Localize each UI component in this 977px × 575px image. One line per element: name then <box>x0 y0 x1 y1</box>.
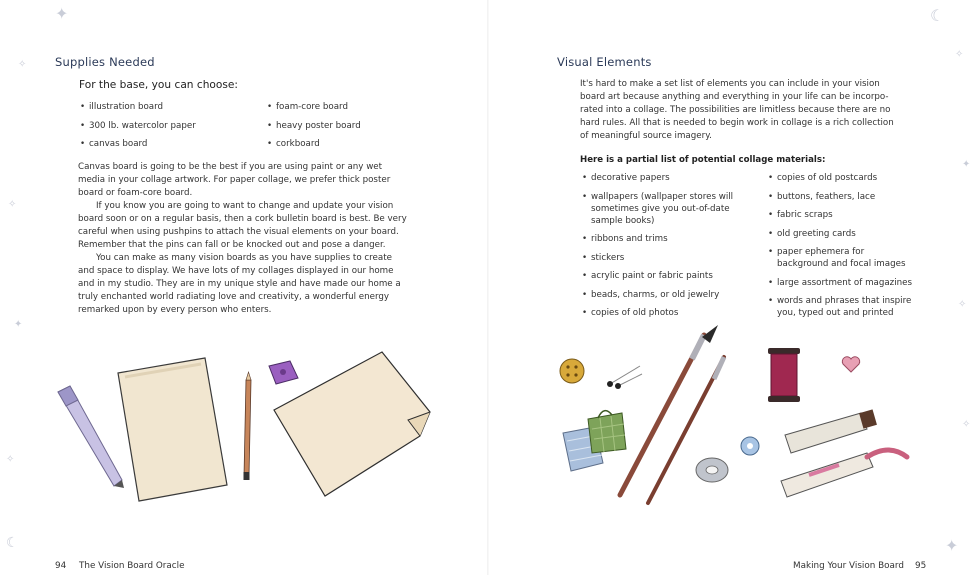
list-item: • fabric scraps <box>768 209 918 221</box>
paragraph-corkboard: If you know you are going to want to change and update your vision board soon or on a regular basis, then a cork bulletin board is best. Be very careful when using pushpins to attach the visual elements on your board. Remember that the pins can fall or be knocked out and pose a danger. <box>78 201 407 250</box>
list-item: • corkboard <box>267 138 427 150</box>
running-title-left: The Vision Board Oracle <box>79 561 185 571</box>
paragraph-canvas: Canvas board is going to be the best if you are using paint or any wet media in your collage artwork. For paper collage, we prefer thick poster board or foam-core board. <box>78 162 391 198</box>
list-item: • canvas board <box>80 138 260 150</box>
section-title-visual: Visual Elements <box>557 55 652 69</box>
ribbon-roll-icon <box>694 455 734 485</box>
list-item: • ribbons and trims <box>582 233 742 245</box>
intro-paragraph: It's hard to make a set list of elements you can include in your vision board art because anything and everything in your life can be incorpo-rated into a collage. The possibilities are limitless because there are no hard rules. All that is needed to begin work in collage is a rich collection of meaningful source imagery. <box>580 79 894 141</box>
button-icon <box>558 357 586 385</box>
moon-icon: ☾ <box>930 6 945 25</box>
list-item: • buttons, feathers, lace <box>768 191 918 203</box>
sparkle-icon: ✧ <box>962 419 971 430</box>
list-item: • copies of old photos <box>582 307 742 319</box>
list-item: • heavy poster board <box>267 120 427 132</box>
curled-paper-icon <box>270 348 435 503</box>
sparkle-icon: ✦ <box>55 4 69 23</box>
page-number-right: 95 <box>915 561 927 571</box>
base-list-col1 <box>80 101 260 157</box>
list-item: • old greeting cards <box>768 228 918 240</box>
sparkle-icon: ✦ <box>945 536 959 555</box>
list-item: • wallpapers (wallpaper stores will sometimes give you out-of-date sample books) <box>582 191 742 227</box>
list-item: • foam-core board <box>267 101 427 113</box>
list-item: • words and phrases that inspire you, typed out and printed <box>768 295 918 319</box>
watercolor-paper-icon <box>115 355 230 505</box>
base-subheading: For the base, you can choose: <box>79 79 238 91</box>
paragraph-display: You can make as many vision boards as you have supplies to create and space to display. We have lots of my collages displayed in our home and in my studio. They are in my unique style and have made our home a truly enchanted world radiating love and creativity, a wonderful energy remarked upon by every person who enters. <box>78 253 401 315</box>
sparkle-icon: ✧ <box>8 199 17 210</box>
list-item: • stickers <box>582 252 742 264</box>
list-item: • paper ephemera for background and focal images <box>768 246 918 270</box>
list-item: • 300 lb. watercolor paper <box>80 120 260 132</box>
list-item: • beads, charms, or old jewelry <box>582 289 742 301</box>
materials-list-col1 <box>582 172 742 326</box>
sparkle-icon: ✦ <box>14 319 23 330</box>
thread-spool-icon <box>764 345 809 405</box>
right-page <box>489 0 977 575</box>
sparkle-icon: ✧ <box>6 454 15 465</box>
materials-list-col2 <box>768 172 918 326</box>
paint-tube-icon <box>779 405 909 505</box>
running-title-right: Making Your Vision Board <box>793 561 904 571</box>
bead-icon <box>739 435 761 457</box>
materials-heading: Here is a partial list of potential collage materials: <box>580 155 826 165</box>
base-list-col2 <box>267 101 427 157</box>
sparkle-icon: ✧ <box>955 49 964 60</box>
list-item: • decorative papers <box>582 172 742 184</box>
moon-icon: ☾ <box>6 535 19 551</box>
list-item: • copies of old postcards <box>768 172 918 184</box>
section-title-supplies: Supplies Needed <box>55 55 155 69</box>
left-page <box>0 0 488 575</box>
list-item: • illustration board <box>80 101 260 113</box>
sparkle-icon: ✧ <box>18 59 27 70</box>
list-item: • large assortment of magazines <box>768 277 918 289</box>
heart-charm-icon <box>841 355 861 375</box>
page-number-left: 94 <box>55 561 67 571</box>
pencil-icon <box>238 372 258 482</box>
list-item: • acrylic paint or fabric paints <box>582 270 742 282</box>
sparkle-icon: ✧ <box>958 299 967 310</box>
sparkle-icon: ✦ <box>962 159 971 170</box>
